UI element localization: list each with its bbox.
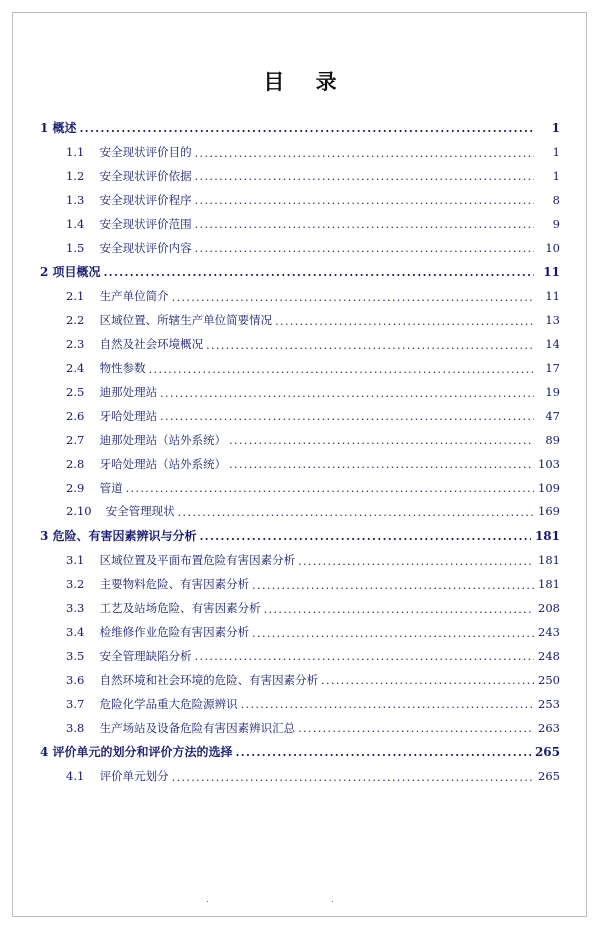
toc-entry[interactable] [40, 432, 560, 447]
toc-leader-dots [172, 292, 534, 303]
toc-leader-dots [275, 316, 534, 327]
toc-entry-label: 危险化学品重大危险源辨识 [99, 696, 238, 711]
toc-entry[interactable] [40, 315, 560, 327]
toc-entry-label: 危险、有害因素辨识与分析 [52, 529, 197, 544]
toc-leader-dots [200, 531, 531, 542]
toc-entry-page: 208 [538, 601, 560, 616]
toc-entry-label: 迪那处理站 [99, 385, 158, 400]
toc-leader-dots [172, 772, 534, 783]
toc-leader-dots [241, 699, 534, 710]
toc-entry-number: 2.4 [66, 361, 85, 376]
toc-leader-dots [236, 747, 531, 758]
toc-entry-page: 103 [538, 456, 560, 471]
toc-entry[interactable] [40, 696, 560, 711]
toc-entry-number: 4 [40, 745, 49, 760]
toc-entry-label: 安全现状评价内容 [99, 240, 192, 255]
toc-leader-dots [195, 171, 534, 182]
toc-entry-label: 区域位置及平面布置危险有害因素分析 [99, 553, 296, 568]
toc-entry-number: 1.1 [66, 145, 85, 159]
toc-entry-number: 3 [40, 529, 49, 544]
toc-entry-label: 项目概况 [52, 265, 101, 280]
toc-entry-page: 19 [545, 385, 560, 400]
toc-entry[interactable] [40, 147, 560, 159]
toc-entry[interactable] [40, 627, 560, 639]
toc-entry-number: 2.7 [66, 432, 85, 447]
toc-leader-dots [104, 267, 534, 278]
toc-entry-label: 检维修作业危险有害因素分析 [99, 625, 250, 640]
toc-entry-label: 工艺及站场危险、有害因素分析 [99, 601, 261, 616]
toc-entry-page: 1 [552, 145, 560, 159]
toc-entry-label: 评价单元的划分和评价方法的选择 [52, 745, 233, 760]
toc-entry-number: 4.1 [66, 769, 85, 784]
toc-entry-number: 2.10 [66, 504, 92, 519]
toc-entry-label: 自然环境和社会环境的危险、有害因素分析 [99, 672, 319, 687]
toc-leader-dots [229, 435, 534, 446]
toc-leader-dots [298, 723, 534, 734]
toc-entry-page: 181 [534, 529, 560, 544]
toc-leader-dots [298, 556, 534, 567]
toc-entry-page: 14 [545, 337, 560, 352]
toc-entry-page: 8 [552, 192, 560, 207]
toc-entry-page: 89 [545, 432, 560, 447]
toc-entry-number: 1.5 [66, 240, 85, 255]
toc-leader-dots [178, 507, 534, 518]
toc-entry[interactable] [40, 122, 560, 134]
toc-entry-page: 10 [545, 240, 560, 255]
toc-entry-page: 243 [538, 625, 560, 640]
toc-entry-page: 11 [543, 265, 560, 280]
toc-entry[interactable] [40, 480, 560, 495]
toc-entry-page: 181 [538, 553, 560, 568]
toc-entry-label: 主要物料危险、有害因素分析 [99, 577, 250, 592]
toc-entry-page: 1 [552, 168, 560, 183]
toc-entry[interactable] [40, 408, 560, 423]
toc-entry-number: 3.7 [66, 696, 85, 711]
toc-entry-number: 2.6 [66, 408, 85, 423]
toc-entry-number: 1 [40, 121, 49, 135]
toc-leader-dots [229, 459, 534, 470]
toc-entry[interactable] [40, 240, 560, 255]
toc-entry-label: 安全现状评价程序 [99, 192, 192, 207]
toc-entry[interactable] [40, 339, 560, 351]
page-content [40, 24, 560, 795]
toc-entry-page: 47 [545, 408, 560, 423]
toc-entry-label: 生产单位简介 [99, 289, 169, 304]
toc-entry[interactable] [40, 456, 560, 471]
toc-entry-label: 安全管理现状 [105, 504, 175, 519]
toc-entry[interactable] [40, 266, 560, 278]
toc-leader-dots [252, 580, 534, 591]
toc-entry-page: 1 [551, 121, 560, 135]
toc-leader-dots [160, 411, 534, 422]
toc-entry[interactable] [40, 603, 560, 615]
table-of-contents [40, 122, 560, 783]
toc-entry[interactable] [40, 771, 560, 783]
toc-leader-dots [252, 628, 534, 639]
toc-entry-label: 区域位置、所辖生产单位简要情况 [99, 313, 273, 328]
toc-entry-label: 安全现状评价范围 [99, 216, 192, 231]
toc-entry-page: 265 [538, 769, 560, 784]
toc-entry[interactable] [40, 555, 560, 567]
toc-entry-number: 2.5 [66, 385, 85, 400]
toc-entry-number: 2.3 [66, 337, 85, 352]
toc-entry-page: 253 [538, 696, 560, 711]
toc-entry-number: 3.2 [66, 577, 85, 592]
toc-leader-dots [321, 675, 534, 686]
toc-leader-dots [160, 388, 534, 399]
page-footer: . . [206, 894, 394, 904]
toc-entry-page: 263 [538, 720, 560, 735]
toc-entry-number: 2.9 [66, 480, 85, 495]
toc-entry[interactable] [40, 720, 560, 735]
toc-entry-page: 250 [538, 672, 560, 687]
toc-entry[interactable] [40, 291, 560, 303]
toc-entry-page: 169 [538, 504, 560, 519]
toc-leader-dots [195, 243, 534, 254]
toc-entry-page: 13 [545, 313, 560, 328]
toc-entry-number: 3.3 [66, 601, 85, 616]
toc-entry-page: 9 [552, 216, 560, 231]
toc-entry-number: 3.8 [66, 720, 85, 735]
toc-entry-number: 1.4 [66, 216, 85, 231]
toc-leader-dots [195, 651, 534, 662]
toc-leader-dots [264, 604, 534, 615]
toc-entry-label: 牙哈处理站（站外系统） [99, 456, 227, 471]
toc-entry-label: 评价单元划分 [99, 769, 169, 784]
page-title: 目 录 [263, 69, 349, 94]
toc-entry[interactable] [40, 192, 560, 207]
toc-entry-number: 2.8 [66, 456, 85, 471]
toc-entry-number: 2.2 [66, 313, 85, 328]
toc-leader-dots [195, 148, 534, 159]
toc-entry-label: 安全管理缺陷分析 [99, 648, 192, 663]
toc-entry-page: 17 [545, 361, 560, 376]
toc-entry-number: 2 [40, 265, 49, 280]
toc-entry-label: 安全现状评价目的 [99, 145, 192, 159]
toc-entry-page: 109 [538, 480, 560, 495]
toc-entry-number: 2.1 [66, 289, 85, 304]
toc-entry-page: 11 [545, 289, 560, 304]
toc-entry-number: 3.6 [66, 672, 85, 687]
toc-entry[interactable] [40, 168, 560, 183]
toc-entry-label: 管道 [99, 480, 123, 495]
toc-entry[interactable] [40, 363, 560, 375]
toc-entry[interactable] [40, 746, 560, 758]
toc-entry-label: 安全现状评价依据 [99, 168, 192, 183]
toc-leader-dots [195, 219, 534, 230]
toc-entry-page: 181 [538, 577, 560, 592]
toc-entry-label: 牙哈处理站 [99, 408, 158, 423]
toc-leader-dots [80, 123, 534, 134]
toc-leader-dots [149, 364, 534, 375]
toc-entry-number: 3.4 [66, 625, 85, 640]
toc-entry[interactable] [40, 216, 560, 231]
toc-entry-page: 248 [538, 648, 560, 663]
toc-entry[interactable] [40, 506, 560, 518]
toc-entry-number: 3.5 [66, 648, 85, 663]
toc-entry[interactable] [40, 387, 560, 399]
toc-entry-label: 自然及社会环境概况 [99, 337, 204, 352]
toc-entry-label: 概述 [52, 121, 77, 135]
toc-entry-page: 265 [534, 745, 560, 760]
toc-entry-label: 迪那处理站（站外系统） [99, 432, 227, 447]
toc-leader-dots [206, 340, 534, 351]
toc-entry[interactable] [40, 579, 560, 591]
toc-entry-number: 3.1 [66, 553, 85, 568]
toc-entry[interactable] [40, 530, 560, 542]
toc-entry-number: 1.2 [66, 168, 85, 183]
toc-entry-label: 生产场站及设备危险有害因素辨识汇总 [99, 720, 296, 735]
toc-entry[interactable] [40, 672, 560, 687]
toc-entry[interactable] [40, 648, 560, 663]
toc-entry-label: 物性参数 [99, 361, 146, 376]
toc-entry-number: 1.3 [66, 192, 85, 207]
toc-leader-dots [126, 483, 534, 494]
toc-leader-dots [195, 195, 534, 206]
